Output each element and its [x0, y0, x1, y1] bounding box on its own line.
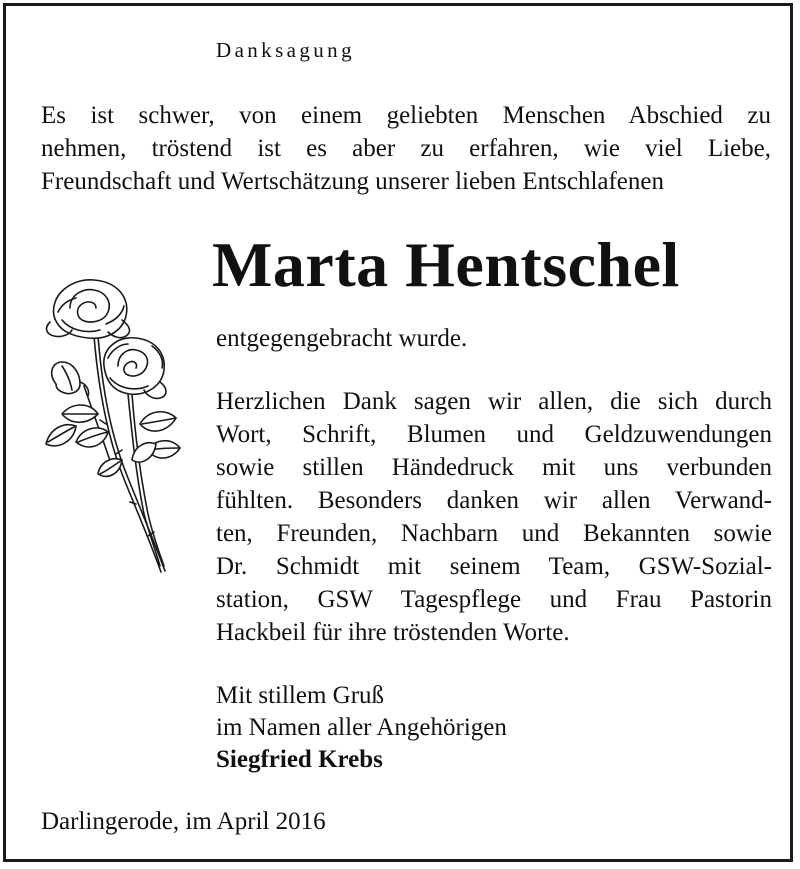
intro-line: nehmen, tröstend ist es aber zu erfahren, wie viel Liebe, — [41, 135, 771, 162]
thanks-line: sowie stillen Händedruck mit uns verbunden — [216, 454, 772, 481]
thanks-line: station, GSW Tagespflege und Frau Pastorin — [216, 586, 772, 613]
closing-greeting: Mit stillem Gruß — [216, 682, 385, 709]
intro-line: Es ist schwer, von einem geliebten Menschen Abschied zu — [41, 102, 771, 129]
continuation-text: entgegengebracht wurde. — [216, 325, 468, 352]
thanks-line: Hackbeil für ihre tröstenden Worte. — [216, 619, 570, 646]
thanks-line: Wort, Schrift, Blumen und Geldzuwendungen — [216, 421, 772, 448]
thanks-line: Dr. Schmidt mit seinem Team, GSW-Sozial- — [216, 553, 772, 580]
intro-line: Freundschaft und Wertschätzung unserer lieben Entschlafenen — [41, 168, 664, 195]
deceased-name: Marta Hentschel — [212, 229, 680, 300]
heading: Danksagung — [216, 38, 355, 62]
thanks-line: fühlten. Besonders danken wir allen Verwand- — [216, 487, 772, 514]
thanks-line: Herzlichen Dank sagen wir allen, die sich durch — [216, 388, 772, 415]
closing-on-behalf: im Namen aller Angehörigen — [216, 714, 507, 741]
notice-frame — [3, 3, 793, 862]
signer-name: Siegfried Krebs — [216, 746, 383, 773]
place-date: Darlingerode, im April 2016 — [41, 808, 326, 835]
roses-icon — [36, 274, 186, 584]
thanks-line: ten, Freunden, Nachbarn und Bekannten sowie — [216, 520, 772, 547]
